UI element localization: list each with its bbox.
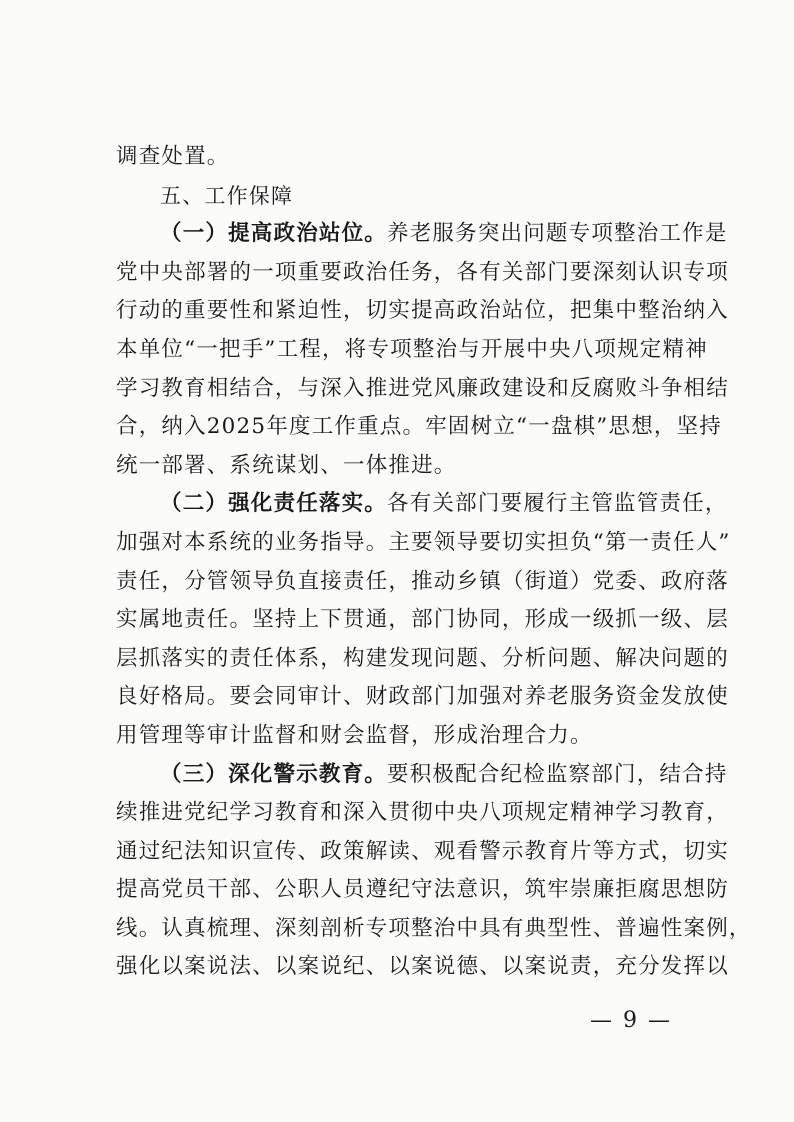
text-line: 用管理等审计监督和财会监督，形成治理合力。 [116, 722, 593, 748]
text-line: 通过纪法知识宣传、政策解读、观看警示教育片等方式，切实 [116, 838, 729, 864]
text-line: 学习教育相结合，与深入推进党风廉政建设和反腐败斗争相结 [116, 375, 729, 401]
text-line: 本单位“一把手”工程，将专项整治与开展中央八项规定精神 [116, 336, 708, 362]
subsection-heading: （二）强化责任落实。 [160, 491, 388, 517]
body-text [116, 138, 752, 987]
text-run: 养老服务突出问题专项整治工作是 [387, 221, 728, 247]
text-line: 加强对本系统的业务指导。主要领导要切实担负“第一责任人” [116, 529, 731, 555]
text-line: 强化以案说法、以案说纪、以案说德、以案说责，充分发挥以 [116, 954, 729, 980]
section-heading: 五、工作保障 [160, 183, 294, 208]
subsection-heading: （三）深化警示教育。 [160, 761, 388, 787]
subsection-heading: （一）提高政治站位。 [160, 221, 388, 247]
paragraph-first-line [116, 756, 728, 795]
text-line: 提高党员干部、公职人员遵纪守法意识，筑牢崇廉拒腐思想防 [116, 877, 729, 903]
text-line: 线。认真梳理、深刻剖析专项整治中具有典型性、普遍性案例， [116, 915, 752, 941]
text-line: 调查处置。 [116, 144, 230, 169]
paragraph-first-line [116, 485, 728, 524]
text-run: 要积极配合纪检监察部门，结合持 [387, 761, 728, 787]
text-run: 各有关部门要履行主管监管责任， [387, 491, 728, 517]
text-line: 实属地责任。坚持上下贯通，部门协同，形成一级抓一级、层 [116, 607, 729, 633]
text-line: 续推进党纪学习教育和深入贯彻中央八项规定精神学习教育， [116, 800, 729, 826]
text-line: 党中央部署的一项重要政治任务，各有关部门要深刻认识专项 [116, 259, 729, 285]
paragraph-first-line [116, 215, 728, 254]
text-line: 合，纳入2025年度工作重点。牢固树立“一盘棋”思想，坚持 [116, 414, 723, 440]
text-line: 统一部署、系统谋划、一体推进。 [116, 452, 457, 478]
text-line: 行动的重要性和紧迫性，切实提高政治站位，把集中整治纳入 [116, 298, 729, 324]
text-line: 层抓落实的责任体系，构建发现问题、分析问题、解决问题的 [116, 645, 729, 671]
page-number: — 9 — [590, 1008, 672, 1033]
text-line: 良好格局。要会同审计、财政部门加强对养老服务资金发放使 [116, 684, 729, 710]
text-line: 责任，分管领导负直接责任，推动乡镇（街道）党委、政府落 [116, 568, 729, 594]
